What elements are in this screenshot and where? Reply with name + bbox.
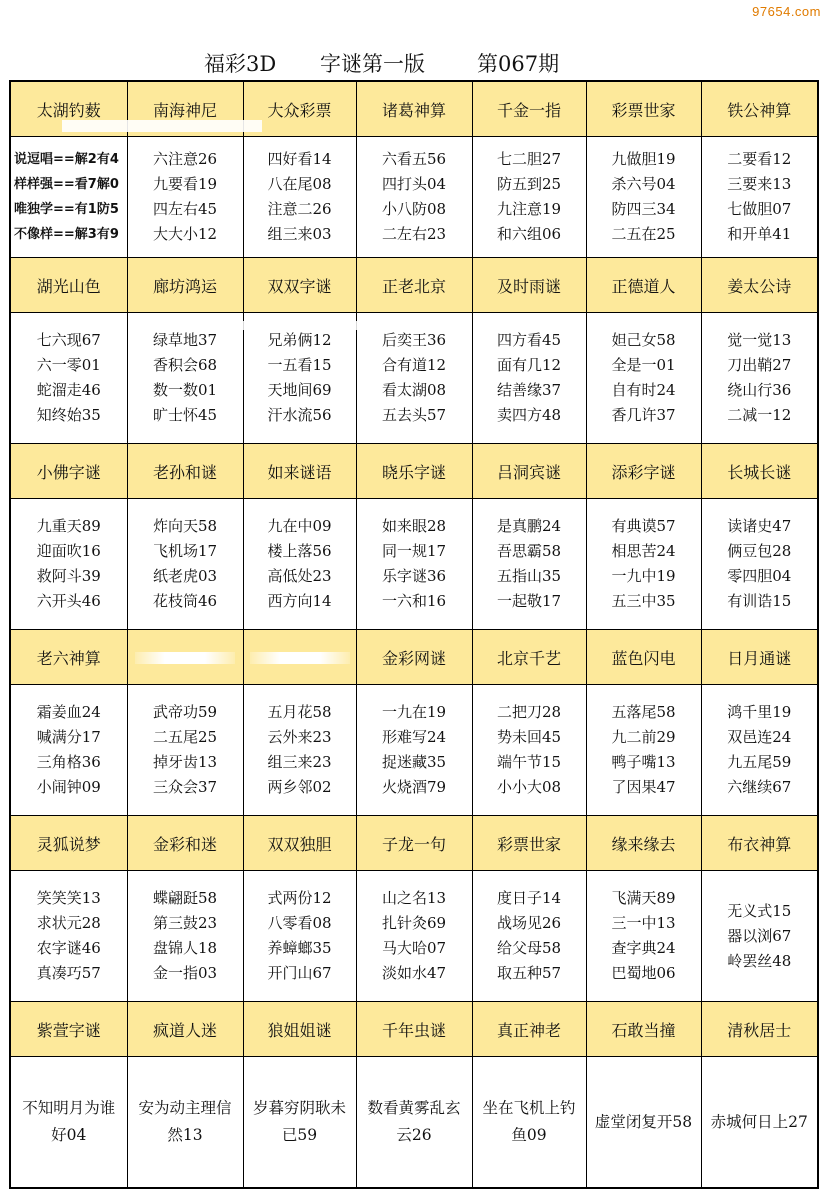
poem-line: 赤城何日上27: [710, 1112, 808, 1131]
riddle-line: 三一中13: [611, 914, 676, 932]
riddle-line: 无义式15: [727, 901, 792, 920]
column-title: 布衣神算: [727, 834, 792, 854]
riddle-line: 霜姜血24: [36, 703, 101, 721]
riddle-cell: [356, 137, 472, 258]
section-header-cell: [472, 444, 586, 499]
column-title: 清秋居士: [727, 1020, 792, 1040]
riddle-line: 天地间69: [267, 381, 332, 399]
section-header-cell: [127, 1002, 243, 1057]
column-title: 小佛字谜: [36, 462, 101, 482]
riddle-line: 数一数01: [152, 381, 218, 399]
section-header-cell: [586, 444, 701, 499]
column-title: 湖光山色: [36, 276, 101, 296]
riddle-cell: [586, 313, 701, 444]
section-header-cell: [701, 1002, 818, 1057]
riddle-line: 鸿千里19: [727, 703, 792, 721]
column-title: 双双字谜: [267, 276, 332, 296]
riddle-line: 八在尾08: [267, 175, 332, 193]
riddle-cell: [127, 137, 243, 258]
riddle-cell: [356, 871, 472, 1002]
riddle-cell: [127, 313, 243, 444]
riddle-line: 蝶翩跹58: [152, 889, 218, 907]
riddle-line: 有训诰15: [727, 592, 792, 610]
riddle-cell: [472, 871, 586, 1002]
poem-cell: [356, 1057, 472, 1189]
riddle-line: 六注意26: [152, 150, 218, 168]
section-header-row: [10, 258, 818, 313]
poem-line: 安为动主理信然13: [138, 1099, 232, 1144]
riddle-line: 二五尾25: [152, 728, 218, 746]
riddle-line: 如来眼28: [381, 517, 447, 535]
riddle-line: 一九在19: [381, 703, 447, 721]
column-title: 太湖钓薮: [36, 100, 101, 120]
riddle-line: 炸向天58: [152, 517, 218, 535]
riddle-line: 飞机场17: [152, 542, 218, 560]
column-title: 彩票世家: [611, 100, 676, 120]
section-header-cell: [356, 81, 472, 137]
section-header-cell: [356, 444, 472, 499]
riddle-line: 六看五56: [381, 150, 447, 168]
section-content-row: [10, 137, 818, 258]
poem-line: 虚堂闭复开58: [594, 1112, 693, 1131]
riddle-line: 端午节15: [496, 753, 562, 771]
riddle-line: 西方向14: [267, 592, 332, 610]
riddle-line: 六一零01: [36, 356, 101, 374]
column-title: 添彩字谜: [611, 462, 676, 482]
column-title: 铁公神算: [727, 100, 792, 120]
riddle-line: 势未回45: [496, 728, 562, 746]
rule-line: 样样强==看7解0: [14, 177, 119, 192]
edition-title: 字谜第一版: [320, 52, 425, 76]
column-title: 北京千艺: [496, 648, 561, 668]
riddle-cell: [701, 137, 818, 258]
obscured-title: [250, 652, 350, 664]
section-content-row: [10, 1057, 818, 1189]
riddle-line: 香几许37: [611, 406, 676, 424]
column-title: 老孙和谜: [152, 462, 217, 482]
column-title: 缘来缘去: [611, 834, 676, 854]
column-title: 千金一指: [496, 100, 561, 120]
section-header-cell: [701, 81, 818, 137]
riddle-line: 刀出鞘27: [727, 356, 792, 374]
riddle-cell: [10, 685, 127, 816]
riddle-line: 旷士怀45: [152, 406, 218, 424]
riddle-line: 度日子14: [496, 889, 562, 907]
section-header-cell: [701, 444, 818, 499]
riddle-line: 云外来23: [267, 728, 332, 746]
riddle-line: 俩豆包28: [727, 542, 792, 560]
riddle-cell: [356, 499, 472, 630]
riddle-line: 一六和16: [381, 592, 447, 610]
riddle-line: 相思苦24: [611, 542, 676, 560]
riddle-line: 笑笑笑13: [36, 889, 101, 907]
column-title: 老六神算: [36, 648, 101, 668]
section-header-cell: [243, 444, 356, 499]
riddle-line: 五去头57: [381, 406, 447, 424]
riddle-table: [9, 80, 819, 1189]
riddle-line: 式两份12: [267, 889, 332, 907]
section-header-cell: [127, 816, 243, 871]
riddle-line: 取五种57: [496, 964, 562, 982]
riddle-line: 花枝筒46: [152, 592, 218, 610]
riddle-line: 纸老虎03: [152, 567, 218, 585]
column-title: 姜太公诗: [727, 276, 792, 296]
riddle-line: 二五在25: [611, 225, 676, 243]
riddle-cell: [701, 685, 818, 816]
section-header-cell: [10, 630, 127, 685]
riddle-cell: [243, 499, 356, 630]
riddle-line: 楼上落56: [267, 542, 332, 560]
section-header-cell: [243, 1002, 356, 1057]
poem-cell: [472, 1057, 586, 1189]
riddle-line: 第三鼓23: [152, 914, 218, 932]
riddle-line: 四好看14: [267, 150, 332, 168]
riddle-line: 八零看08: [267, 914, 332, 932]
riddle-line: 七六现67: [36, 331, 101, 349]
riddle-line: 一九中19: [611, 567, 676, 585]
riddle-line: 农字谜46: [36, 939, 101, 957]
section-header-cell: [472, 81, 586, 137]
riddle-line: 五指山35: [496, 567, 562, 585]
column-title: 紫萱字谜: [36, 1020, 101, 1040]
obscured-title: [135, 652, 235, 664]
riddle-cell: [701, 871, 818, 1002]
rule-line: 说逗唱==解2有4: [14, 152, 119, 167]
riddle-line: 大大小12: [152, 225, 218, 243]
riddle-line: 山之名13: [381, 889, 447, 907]
section-header-cell: [586, 81, 701, 137]
riddle-line: 绕山行36: [727, 381, 792, 399]
riddle-line: 读诸史47: [727, 517, 792, 535]
riddle-line: 救阿斗39: [36, 567, 101, 585]
riddle-line: 香积会68: [152, 356, 218, 374]
section-header-cell: [127, 630, 243, 685]
riddle-line: 卖四方48: [496, 406, 562, 424]
riddle-line: 九在中09: [267, 517, 332, 535]
riddle-line: 七做胆07: [727, 200, 792, 218]
riddle-cell: [472, 137, 586, 258]
riddle-cell: [127, 685, 243, 816]
column-title: 南海神尼: [152, 100, 217, 120]
column-title: 日月通谜: [727, 648, 792, 668]
riddle-line: 五月花58: [267, 703, 332, 721]
riddle-line: 九要看19: [152, 175, 218, 193]
riddle-line: 小八防08: [381, 200, 447, 218]
site-watermark: 97654.com: [752, 4, 821, 19]
section-header-cell: [10, 816, 127, 871]
riddle-line: 面有几12: [496, 356, 562, 374]
riddle-line: 迎面吹16: [36, 542, 101, 560]
riddle-cell: [472, 499, 586, 630]
riddle-line: 蛇溜走46: [36, 381, 101, 399]
column-title: 疯道人迷: [152, 1020, 217, 1040]
riddle-line: 九做胆19: [611, 150, 676, 168]
column-title: 子龙一句: [381, 834, 446, 854]
riddle-cell: [356, 313, 472, 444]
section-header-cell: [127, 258, 243, 313]
riddle-cell: [243, 137, 356, 258]
section-header-row: [10, 1002, 818, 1057]
column-title: 吕洞宾谜: [496, 462, 561, 482]
riddle-line: 九重天89: [36, 517, 101, 535]
riddle-line: 扎针灸69: [381, 914, 447, 932]
riddle-line: 和六组06: [496, 225, 562, 243]
riddle-cell: [472, 685, 586, 816]
poem-line: 不知明月为谁好04: [22, 1099, 116, 1144]
riddle-cell: [243, 313, 356, 444]
lottery-brand: 福彩3D: [204, 52, 277, 76]
riddle-line: 飞满天89: [611, 889, 676, 907]
riddle-line: 合有道12: [381, 356, 447, 374]
riddle-line: 自有时24: [611, 381, 676, 399]
section-content-row: [10, 871, 818, 1002]
column-title: 正老北京: [381, 276, 446, 296]
section-header-cell: [10, 258, 127, 313]
riddle-line: 九五尾59: [727, 753, 792, 771]
section-content-row: [10, 685, 818, 816]
riddle-line: 后奕王36: [381, 331, 447, 349]
riddle-line: 防四三34: [611, 200, 676, 218]
section-header-cell: [10, 444, 127, 499]
riddle-line: 开门山67: [267, 964, 332, 982]
riddle-cell: [586, 871, 701, 1002]
poem-cell: [701, 1057, 818, 1189]
riddle-line: 零四胆04: [727, 567, 792, 585]
column-title: 狼姐姐谜: [267, 1020, 332, 1040]
riddle-line: 七二胆27: [496, 150, 562, 168]
column-title: 廊坊鸿运: [152, 276, 217, 296]
riddle-cell: [243, 685, 356, 816]
riddle-line: 三角格36: [36, 753, 101, 771]
riddle-line: 四方看45: [496, 331, 562, 349]
section-header-cell: [586, 816, 701, 871]
riddle-cell: [701, 313, 818, 444]
smudge-mark: [62, 120, 262, 132]
rule-line: 不像样==解3有9: [14, 227, 119, 242]
riddle-line: 结善缘37: [496, 381, 562, 399]
riddle-line: 淡如水47: [381, 964, 447, 982]
section-header-cell: [701, 816, 818, 871]
riddle-cell: [586, 137, 701, 258]
section-header-row: [10, 444, 818, 499]
column-title: 如来谜语: [267, 462, 332, 482]
column-title: 石敢当撞: [611, 1020, 676, 1040]
riddle-line: 马大哈07: [381, 939, 447, 957]
riddle-line: 给父母58: [496, 939, 562, 957]
riddle-line: 小闹钟09: [36, 778, 101, 796]
riddle-line: 双邑连24: [727, 728, 792, 746]
column-title: 大众彩票: [267, 100, 332, 120]
section-header-cell: [701, 630, 818, 685]
poem-cell: [243, 1057, 356, 1189]
section-header-cell: [701, 258, 818, 313]
riddle-line: 查字典24: [611, 939, 676, 957]
riddle-cell: [586, 499, 701, 630]
section-header-cell: [586, 258, 701, 313]
section-header-row: [10, 816, 818, 871]
riddle-line: 三要来13: [727, 175, 792, 193]
riddle-line: 六开头46: [36, 592, 101, 610]
riddle-cell: [10, 313, 127, 444]
riddle-line: 六继续67: [727, 778, 792, 796]
column-title: 金彩网谜: [381, 648, 446, 668]
riddle-line: 高低处23: [267, 567, 332, 585]
riddle-line: 觉一觉13: [727, 331, 792, 349]
riddle-line: 乐字谜36: [381, 567, 447, 585]
section-header-cell: [356, 816, 472, 871]
riddle-line: 求状元28: [36, 914, 101, 932]
riddle-line: 二把刀28: [496, 703, 562, 721]
riddle-line: 组三来03: [267, 225, 332, 243]
section-header-cell: [356, 1002, 472, 1057]
riddle-line: 岭罢丝48: [727, 951, 792, 970]
riddle-line: 四打头04: [381, 175, 447, 193]
riddle-line: 组三来23: [267, 753, 332, 771]
section-header-cell: [10, 1002, 127, 1057]
riddle-line: 有典谟57: [611, 517, 676, 535]
riddle-line: 全是一01: [611, 356, 676, 374]
riddle-line: 二左右23: [381, 225, 447, 243]
riddle-line: 四左右45: [152, 200, 218, 218]
poem-line: 岁暮穷阴耿未已59: [252, 1099, 346, 1144]
riddle-line: 注意二26: [267, 200, 332, 218]
riddle-line: 知终始35: [36, 406, 101, 424]
page-header: [0, 44, 827, 80]
column-title: 晓乐字谜: [381, 462, 446, 482]
section-content-row: [10, 499, 818, 630]
riddle-line: 是真鹏24: [496, 517, 562, 535]
section-header-cell: [356, 258, 472, 313]
poem-cell: [586, 1057, 701, 1189]
smudge-mark: [212, 321, 360, 330]
riddle-line: 金一指03: [152, 964, 218, 982]
riddle-line: 真凑巧57: [36, 964, 101, 982]
riddle-line: 掉牙齿13: [152, 753, 218, 771]
riddle-line: 汗水流56: [267, 406, 332, 424]
section-header-cell: [472, 630, 586, 685]
column-title: 灵狐说梦: [36, 834, 101, 854]
riddle-cell: [472, 313, 586, 444]
column-title: 千年虫谜: [381, 1020, 446, 1040]
riddle-cell: [10, 499, 127, 630]
riddle-line: 防五到25: [496, 175, 562, 193]
riddle-line: 九二前29: [611, 728, 676, 746]
riddle-line: 器以浏67: [727, 926, 792, 945]
section-header-cell: [127, 444, 243, 499]
column-title: 长城长谜: [727, 462, 792, 482]
riddle-line: 武帝功59: [152, 703, 218, 721]
section-header-cell: [243, 258, 356, 313]
riddle-line: 了因果47: [611, 778, 676, 796]
poem-cell: [10, 1057, 127, 1189]
section-header-row: [10, 630, 818, 685]
section-header-cell: [586, 1002, 701, 1057]
riddle-cell: [701, 499, 818, 630]
column-title: 真正神老: [496, 1020, 561, 1040]
riddle-cell: [243, 871, 356, 1002]
riddle-line: 战场见26: [496, 914, 562, 932]
issue-number: 第067期: [477, 52, 560, 76]
riddle-line: 五三中35: [611, 592, 676, 610]
column-title: 金彩和迷: [152, 834, 217, 854]
poem-line: 数看黄雾乱玄云26: [367, 1099, 461, 1144]
riddle-line: 形难写24: [381, 728, 447, 746]
column-title: 彩票世家: [496, 834, 561, 854]
rule-line: 唯独学==有1防5: [14, 202, 119, 217]
column-title: 及时雨谜: [496, 276, 561, 296]
riddle-line: 二减一12: [727, 406, 792, 424]
riddle-line: 吾思霸58: [496, 542, 562, 560]
riddle-line: 捉迷藏35: [381, 753, 447, 771]
section-content-row: [10, 313, 818, 444]
riddle-line: 兄弟俩12: [267, 331, 332, 349]
section-header-cell: [472, 1002, 586, 1057]
riddle-line: 巴蜀地06: [611, 964, 676, 982]
riddle-line: 三众会37: [152, 778, 218, 796]
riddle-cell: [127, 499, 243, 630]
section-header-cell: [356, 630, 472, 685]
riddle-line: 两乡邻02: [267, 778, 332, 796]
riddle-line: 二要看12: [727, 150, 792, 168]
riddle-line: 一五看15: [267, 356, 332, 374]
riddle-line: 绿草地37: [152, 331, 218, 349]
riddle-line: 火烧酒79: [381, 778, 447, 796]
riddle-line: 九注意19: [496, 200, 562, 218]
section-header-cell: [243, 630, 356, 685]
riddle-line: 一起敬17: [496, 592, 562, 610]
riddle-line: 妲己女58: [611, 331, 676, 349]
riddle-line: 同一规17: [381, 542, 447, 560]
section-header-cell: [586, 630, 701, 685]
riddle-line: 盘锦人18: [152, 939, 218, 957]
column-title: 双双独胆: [267, 834, 332, 854]
section-header-cell: [472, 258, 586, 313]
riddle-cell: [356, 685, 472, 816]
riddle-line: 小小大08: [496, 778, 562, 796]
riddle-line: 五落尾58: [611, 703, 676, 721]
riddle-line: 杀六号04: [611, 175, 676, 193]
riddle-line: 看太湖08: [381, 381, 447, 399]
section-header-cell: [472, 816, 586, 871]
riddle-line: 喊满分17: [36, 728, 101, 746]
riddle-cell: [586, 685, 701, 816]
rules-cell: [10, 137, 127, 258]
column-title: 蓝色闪电: [611, 648, 676, 668]
section-header-cell: [243, 816, 356, 871]
riddle-line: 养蟑螂35: [267, 939, 332, 957]
riddle-line: 鸭子嘴13: [611, 753, 676, 771]
poem-cell: [127, 1057, 243, 1189]
column-title: 正德道人: [611, 276, 676, 296]
riddle-cell: [10, 871, 127, 1002]
riddle-line: 和开单41: [727, 225, 792, 243]
poem-line: 坐在飞机上钓鱼09: [482, 1099, 576, 1144]
column-title: 诸葛神算: [381, 100, 446, 120]
riddle-cell: [127, 871, 243, 1002]
